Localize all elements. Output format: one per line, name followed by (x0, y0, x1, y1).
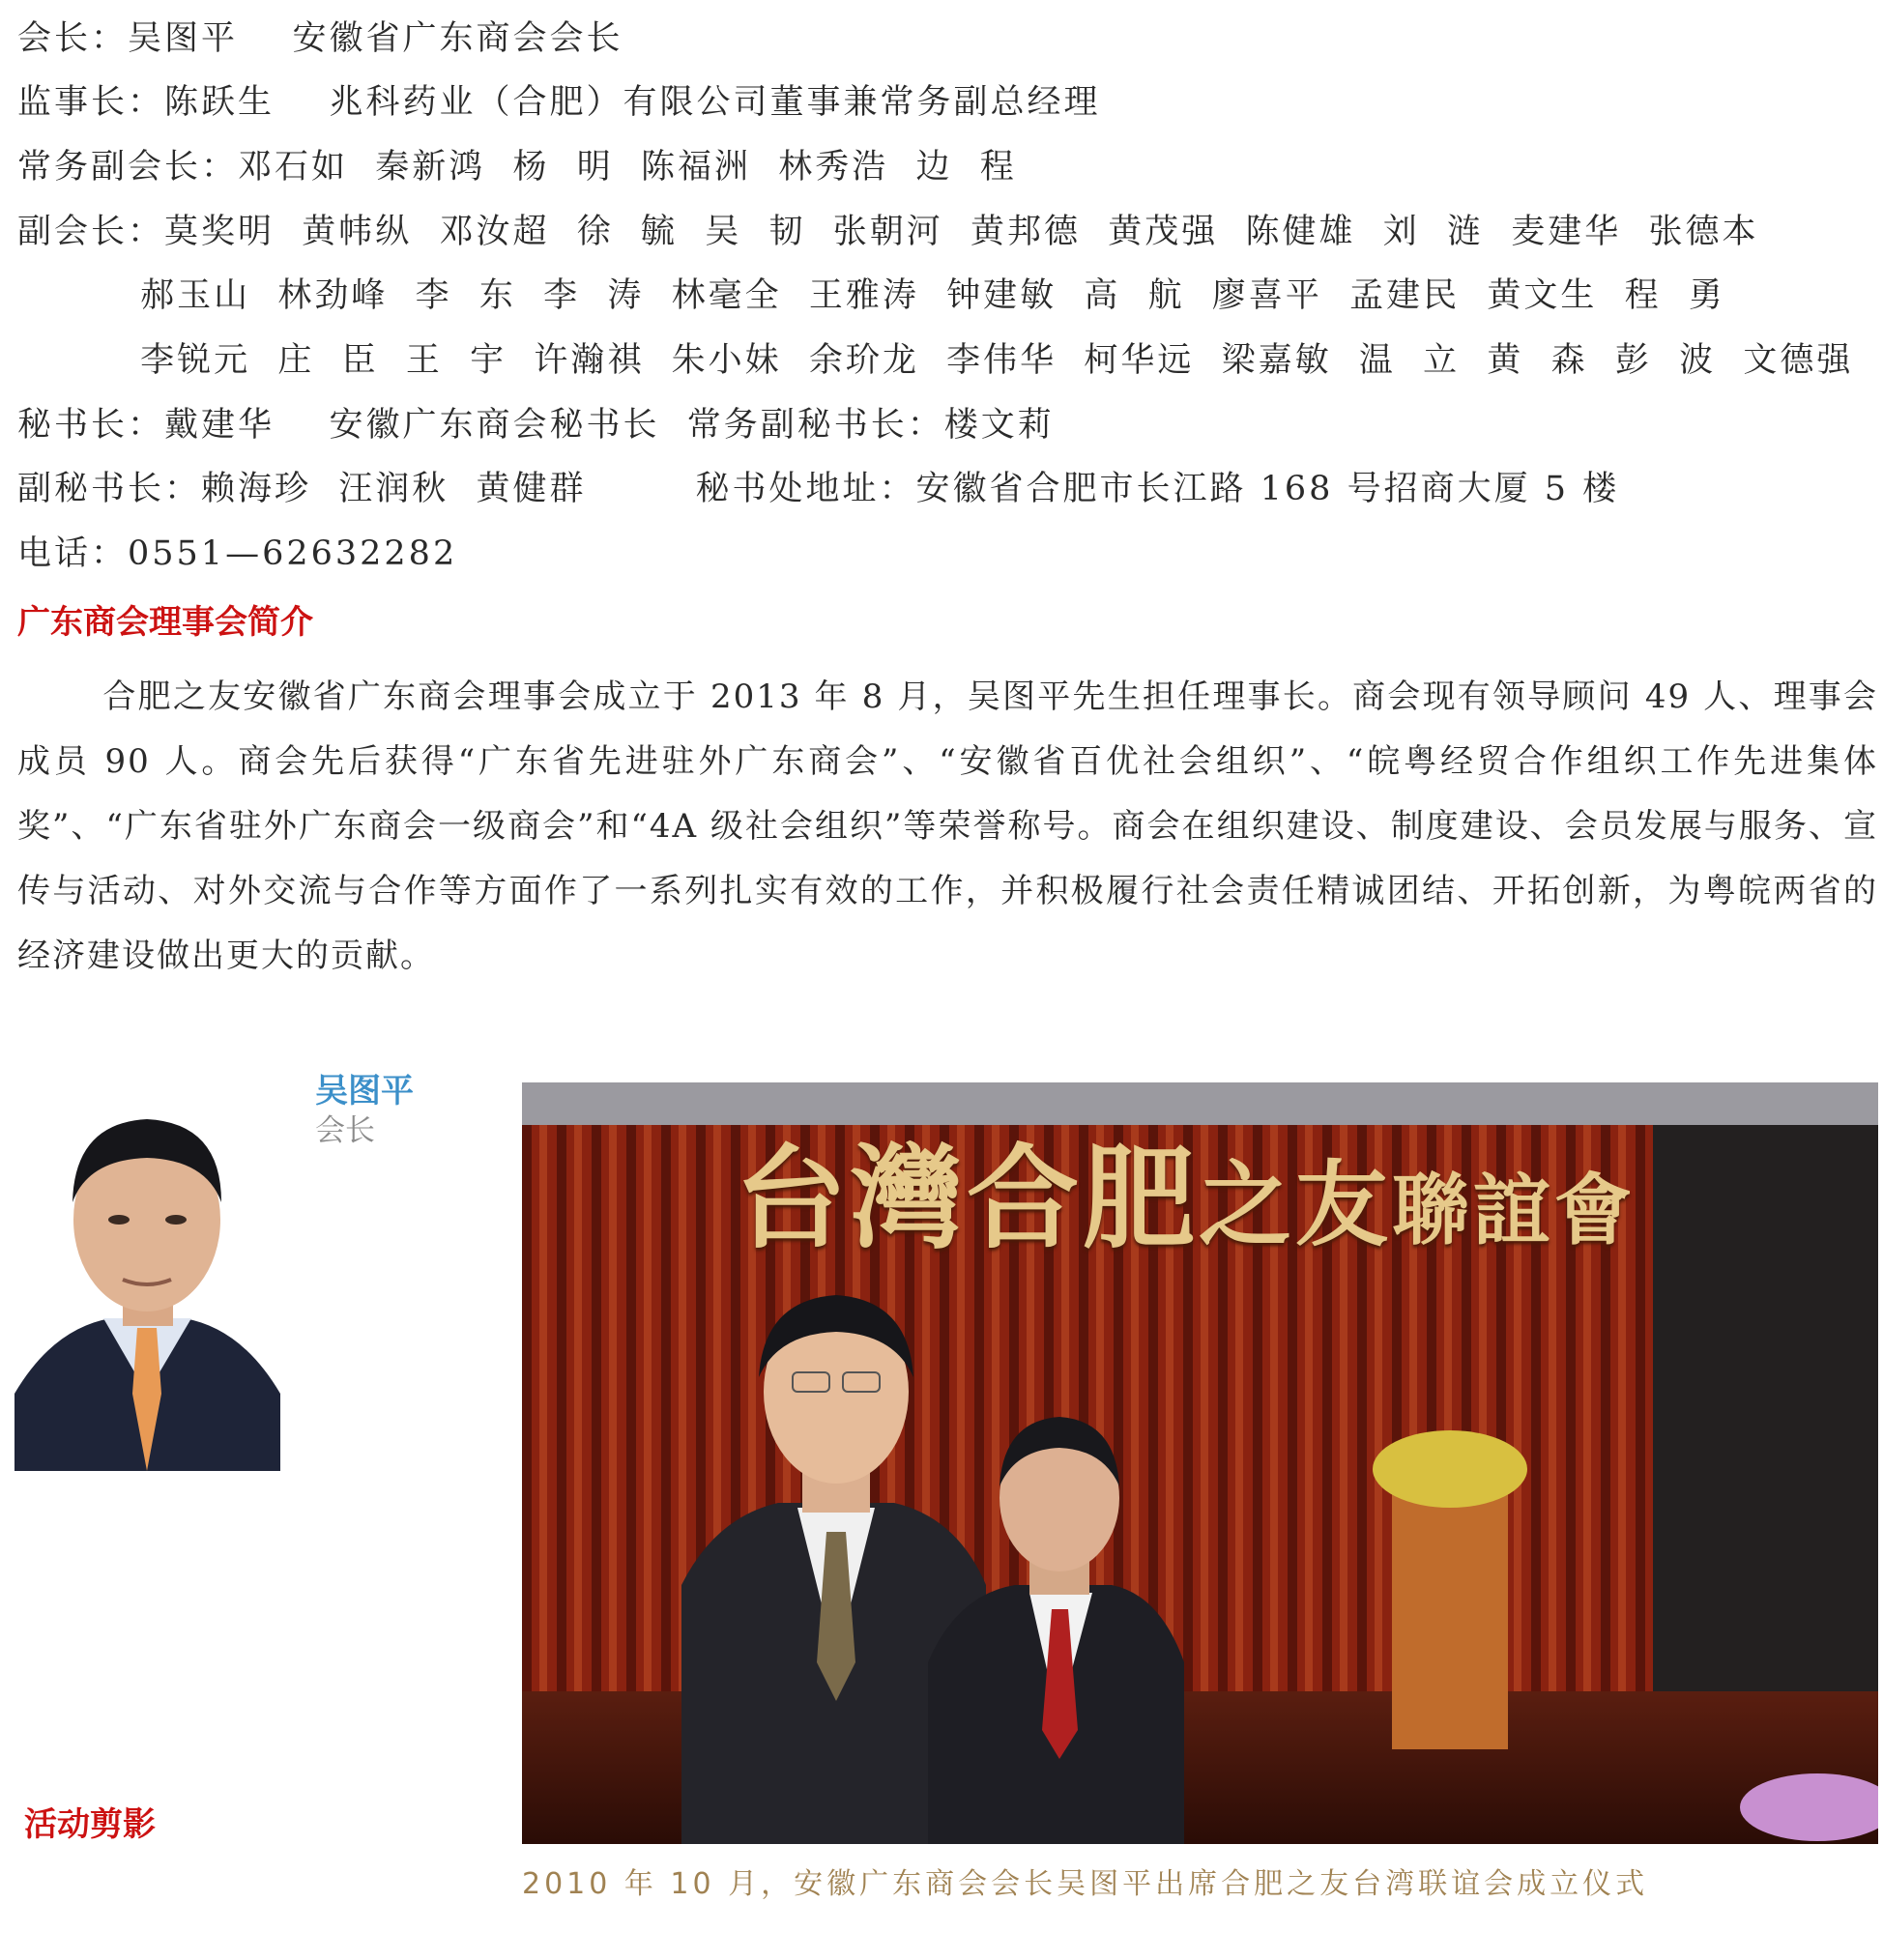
roster-vp-row3: 李锐元 庄 臣 王 宇 许瀚祺 朱小妹 余玠龙 李伟华 柯华远 梁嘉敏 温 立 黄 森 彭 波 文德强 (17, 341, 1854, 380)
banner-char: 友 (1295, 1150, 1392, 1259)
president-portrait (14, 1075, 280, 1471)
banner-char: 聯 (1392, 1165, 1473, 1255)
roster-phone: 电话：0551—62632282 (17, 534, 458, 573)
president-title: 会长 (315, 1113, 375, 1148)
roster-executive-vp: 常务副会长：邓石如 秦新鸿 杨 明 陈福洲 林秀浩 边 程 (17, 148, 1017, 187)
banner-char: 之 (1199, 1150, 1295, 1259)
roster-supervisor: 监事长：陈跃生 兆科药业（合肥）有限公司董事兼常务副总经理 (17, 83, 1101, 122)
roster-president: 会长：吴图平 安徽省广东商会会长 (17, 19, 623, 58)
roster-vp-row2: 郝玉山 林劲峰 李 东 李 涛 林毫全 王雅涛 钟建敏 高 航 廖喜平 孟建民 黄文生 程 勇 (17, 276, 1725, 315)
banner-char: 灣 (851, 1133, 967, 1264)
banner-char: 肥 (1083, 1133, 1199, 1264)
portrait-image (14, 1075, 280, 1471)
activity-photo (522, 1082, 1878, 1844)
intro-heading: 广东商会理事会简介 (17, 603, 313, 642)
intro-paragraph: 合肥之友安徽省广东商会理事会成立于 2013 年 8 月，吴图平先生担任理事长。商会现有领导顾问 49 人、理事会成员 90 人。商会先后获得“广东省先进驻外广东商会”、“安徽省百优社会组织”、“皖粤经贸合作组织工作先进集体奖”、“广东省驻外广东商会一级商会”和“4A 级社会组织”等荣誉称号。商会在组织建设、制度建设、会员发展与服务、宣传与活动、对外交流与合作等方面作了一系列扎实有效的工作，并积极履行社会责任精诚团结、开拓创新，为粤皖两省的经济建设做出更大的贡献。 (17, 677, 1878, 975)
roster-secretary-general: 秘书长：戴建华 安徽广东商会秘书长 常务副秘书长：楼文莉 (17, 406, 1055, 445)
banner-char: 台 (735, 1133, 851, 1264)
banner-char: 誼 (1473, 1165, 1554, 1255)
roster-deputy-secretary: 副秘书长：赖海珍 汪润秋 黄健群 秘书处地址：安徽省合肥市长江路 168 号招商大厦 5 楼 (17, 470, 1620, 508)
photo-caption: 2010 年 10 月，安徽广东商会会长吴图平出席合肥之友台湾联谊会成立仪式 (522, 1867, 1649, 1901)
roster-vp-row1: 副会长：莫奖明 黄帏纵 邓汝超 徐 毓 吴 韧 张朝河 黄邦德 黄茂强 陈健雄 刘 涟 麦建华 张德本 (17, 213, 1759, 251)
banner-char: 會 (1554, 1165, 1636, 1255)
activity-heading: 活动剪影 (24, 1805, 156, 1844)
president-name: 吴图平 (315, 1072, 414, 1110)
banner-char: 合 (967, 1133, 1083, 1264)
